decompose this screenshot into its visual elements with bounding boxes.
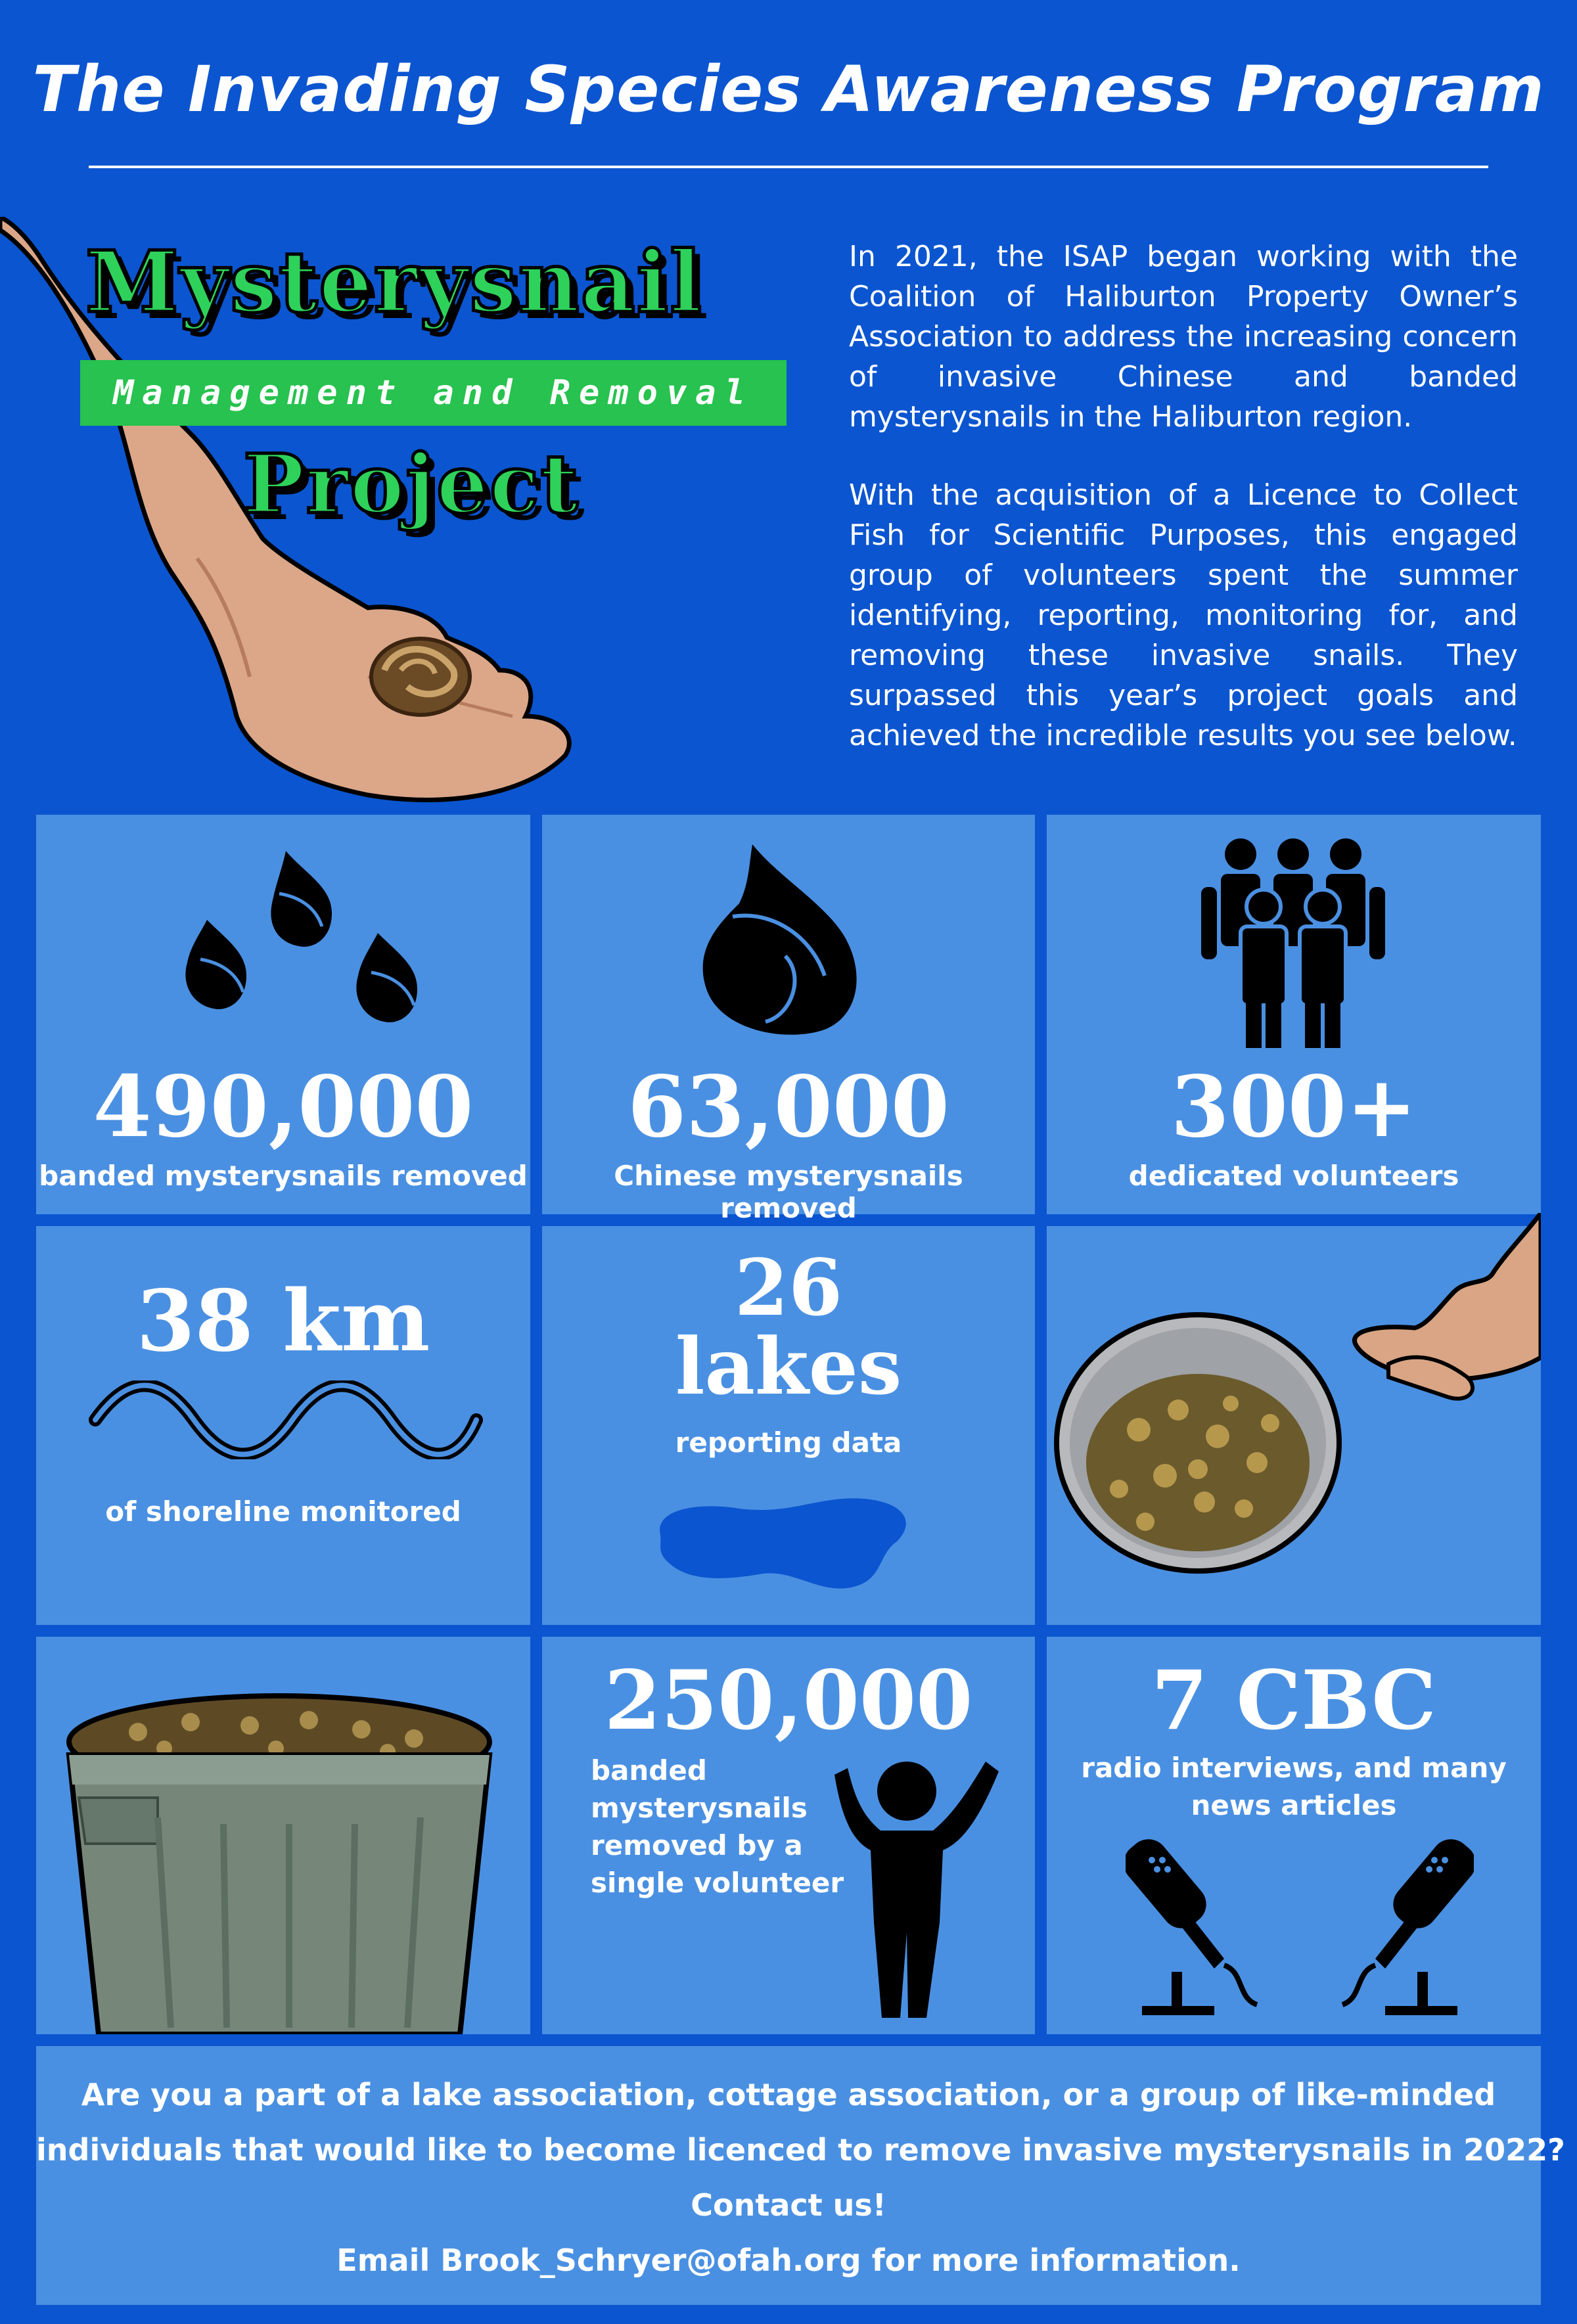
stat-single-caption-line: removed by a	[591, 1829, 803, 1861]
stat-chinese-value: 63,000	[628, 1058, 949, 1156]
stat-media-value: 7 CBC	[1151, 1653, 1436, 1748]
project-title-word1: Mysterysnail	[85, 233, 703, 332]
call-to-action	[36, 2046, 1565, 2305]
tile-colander	[1047, 1226, 1541, 1625]
stat-lakes-caption: reporting data	[675, 1426, 902, 1459]
wave-icon	[89, 1380, 483, 1459]
tile-banded-removed	[36, 815, 530, 1214]
cta-line-3: Contact us!	[691, 2187, 886, 2223]
cta-email[interactable]: Email Brook_Schryer@ofah.org for more information.	[336, 2243, 1241, 2278]
stat-lakes-value-line2: lakes	[675, 1321, 902, 1412]
person-cheering-icon	[834, 1755, 1005, 2018]
intro-text	[849, 237, 1518, 794]
snail-shell-icon	[693, 844, 890, 1041]
stat-banded-value: 490,000	[93, 1058, 474, 1156]
intro-paragraph-2: With the acquisition of a Licence to Collect Fish for Scientific Purposes, this engaged group of volunteers spent the summer identifying, reporting, monitoring for, and removing these invasive snails. They surpassed this year’s project goals and achieved the incredible results you see below.	[849, 478, 1518, 752]
project-subtitle: Management and Removal	[80, 360, 787, 426]
tile-single-volunteer	[542, 1637, 1035, 2034]
microphone-icon	[1126, 1834, 1474, 2024]
project-title-word3: Project	[243, 437, 580, 532]
page-title: The Invading Species Awareness Program	[32, 53, 1545, 126]
stat-single-value: 250,000	[604, 1653, 973, 1748]
stat-banded-caption: banded mysterysnails removed	[39, 1160, 528, 1192]
stat-single-caption-line: mysterysnails	[591, 1792, 808, 1824]
tile-bucket	[36, 1637, 530, 2034]
tile-shoreline	[36, 1226, 530, 1625]
intro-paragraph-1: In 2021, the ISAP began working with the Coalition of Haliburton Property Owner’s Association to address the increasing concern of invasive Chinese and banded mysterysnails in the Haliburton region.	[849, 240, 1518, 434]
stat-single-caption-line: single volunteer	[591, 1867, 844, 1899]
stat-single-caption-line: banded	[591, 1754, 707, 1787]
title-divider	[89, 166, 1488, 168]
cta-line-2: individuals that would like to become licenced to remove invasive mysterysnails in 2022?	[36, 2132, 1565, 2168]
tile-media	[1047, 1637, 1541, 2034]
snail-shells-icon	[174, 848, 437, 1045]
tile-lakes	[542, 1226, 1035, 1625]
people-group-icon	[1195, 834, 1392, 1051]
stat-shoreline-value: 38 km	[136, 1272, 430, 1371]
cta-line-1: Are you a part of a lake association, cottage association, or a group of like-minded	[81, 2077, 1496, 2112]
stat-lakes-value-line1: 26	[734, 1242, 843, 1333]
stat-shoreline-caption: of shoreline monitored	[105, 1495, 461, 1528]
stat-volunteers-value: 300+	[1170, 1058, 1417, 1156]
stat-single-caption	[591, 1752, 844, 1902]
puddle-icon	[647, 1482, 923, 1601]
tile-chinese-removed	[542, 815, 1035, 1224]
tile-volunteers	[1047, 815, 1541, 1214]
stat-volunteers-caption: dedicated volunteers	[1128, 1160, 1459, 1192]
stat-chinese-caption: Chinese mysterysnails removed	[614, 1160, 963, 1224]
colander-photo	[1047, 1213, 1541, 1625]
stat-media-caption-line1: radio interviews, and many	[1081, 1752, 1507, 1784]
stat-media-caption-line2: news articles	[1191, 1789, 1397, 1821]
bucket-photo	[59, 1686, 532, 2034]
